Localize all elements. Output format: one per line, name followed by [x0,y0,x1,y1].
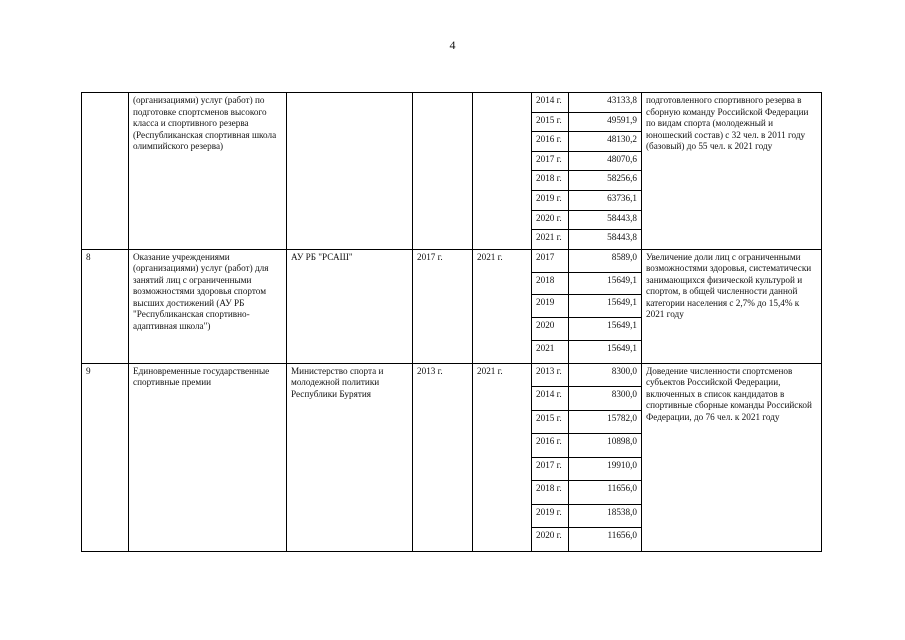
row-number [82,93,129,250]
funding-amount: 8300,0 [569,363,642,387]
funding-amount: 19910,0 [569,457,642,481]
funding-amount: 15782,0 [569,410,642,434]
executor [287,93,413,250]
funding-amount: 8300,0 [569,387,642,411]
funding-year: 2013 г. [532,363,569,387]
funding-year: 2016 г. [532,132,569,152]
executor: Министерство спорта и молодежной политики Республики Бурятия [287,363,413,551]
funding-amount: 18538,0 [569,504,642,528]
start-year: 2013 г. [413,363,473,551]
measure-name: Оказание учреждениями (организациями) услуг (работ) для занятий лиц с ограниченными возможностями здоровья спортом высших достижений (АУ РБ "Республиканская спортивно-адаптивная школа") [129,249,287,363]
funding-amount: 58256,6 [569,171,642,191]
funding-amount: 48130,2 [569,132,642,152]
funding-amount: 43133,8 [569,93,642,113]
funding-year: 2015 г. [532,112,569,132]
page-number: 4 [449,38,456,52]
expected-result: Доведение численности спортсменов субъектов Российской Федерации, включенных в список кандидатов в спортивные сборные команды Российской Федерации, до 76 чел. к 2021 году [642,363,822,551]
end-year: 2021 г. [473,249,532,363]
funding-amount: 49591,9 [569,112,642,132]
table-row [82,249,822,272]
funding-amount: 11656,0 [569,481,642,505]
funding-year: 2017 г. [532,151,569,171]
funding-year: 2019 г. [532,504,569,528]
funding-year: 2019 [532,295,569,318]
row-number: 9 [82,363,129,551]
funding-year: 2014 г. [532,93,569,113]
funding-amount: 58443,8 [569,230,642,250]
funding-amount: 10898,0 [569,434,642,458]
funding-year: 2020 г. [532,210,569,230]
measure-name: Единовременные государственные спортивные премии [129,363,287,551]
funding-year: 2021 г. [532,230,569,250]
funding-year: 2016 г. [532,434,569,458]
funding-year: 2017 г. [532,457,569,481]
measure-name: (организациями) услуг (работ) по подготовке спортсменов высокого класса и спортивного резерва (Республиканская спортивная школа олимпийского резерва) [129,93,287,250]
funding-year: 2018 г. [532,171,569,191]
funding-year: 2014 г. [532,387,569,411]
table-row [82,363,822,387]
expected-result: Увеличение доли лиц с ограниченными возможностями здоровья, систематически занимающихся физической культурой и спортом, в общей численности данной категории населения с 2,7% до 15,4% к 2021 году [642,249,822,363]
funding-amount: 15649,1 [569,272,642,295]
end-year: 2021 г. [473,363,532,551]
table-row [82,93,822,113]
funding-year: 2021 [532,340,569,363]
funding-year: 2015 г. [532,410,569,434]
funding-year: 2018 [532,272,569,295]
funding-year: 2017 [532,249,569,272]
funding-amount: 58443,8 [569,210,642,230]
funding-amount: 8589,0 [569,249,642,272]
funding-amount: 48070,6 [569,151,642,171]
funding-amount: 11656,0 [569,528,642,552]
funding-year: 2020 г. [532,528,569,552]
funding-amount: 15649,1 [569,295,642,318]
expected-result: подготовленного спортивного резерва в сборную команду Российской Федерации по видам спорта (молодежный и юношеский состав) с 32 чел. в 2011 году (базовый) до 55 чел. к 2021 году [642,93,822,250]
funding-year: 2020 [532,318,569,341]
funding-amount: 63736,1 [569,190,642,210]
row-number: 8 [82,249,129,363]
funding-amount: 15649,1 [569,318,642,341]
start-year [413,93,473,250]
funding-year: 2019 г. [532,190,569,210]
executor: АУ РБ "РСАШ" [287,249,413,363]
funding-year: 2018 г. [532,481,569,505]
program-table [81,92,822,552]
start-year: 2017 г. [413,249,473,363]
funding-amount: 15649,1 [569,340,642,363]
end-year [473,93,532,250]
